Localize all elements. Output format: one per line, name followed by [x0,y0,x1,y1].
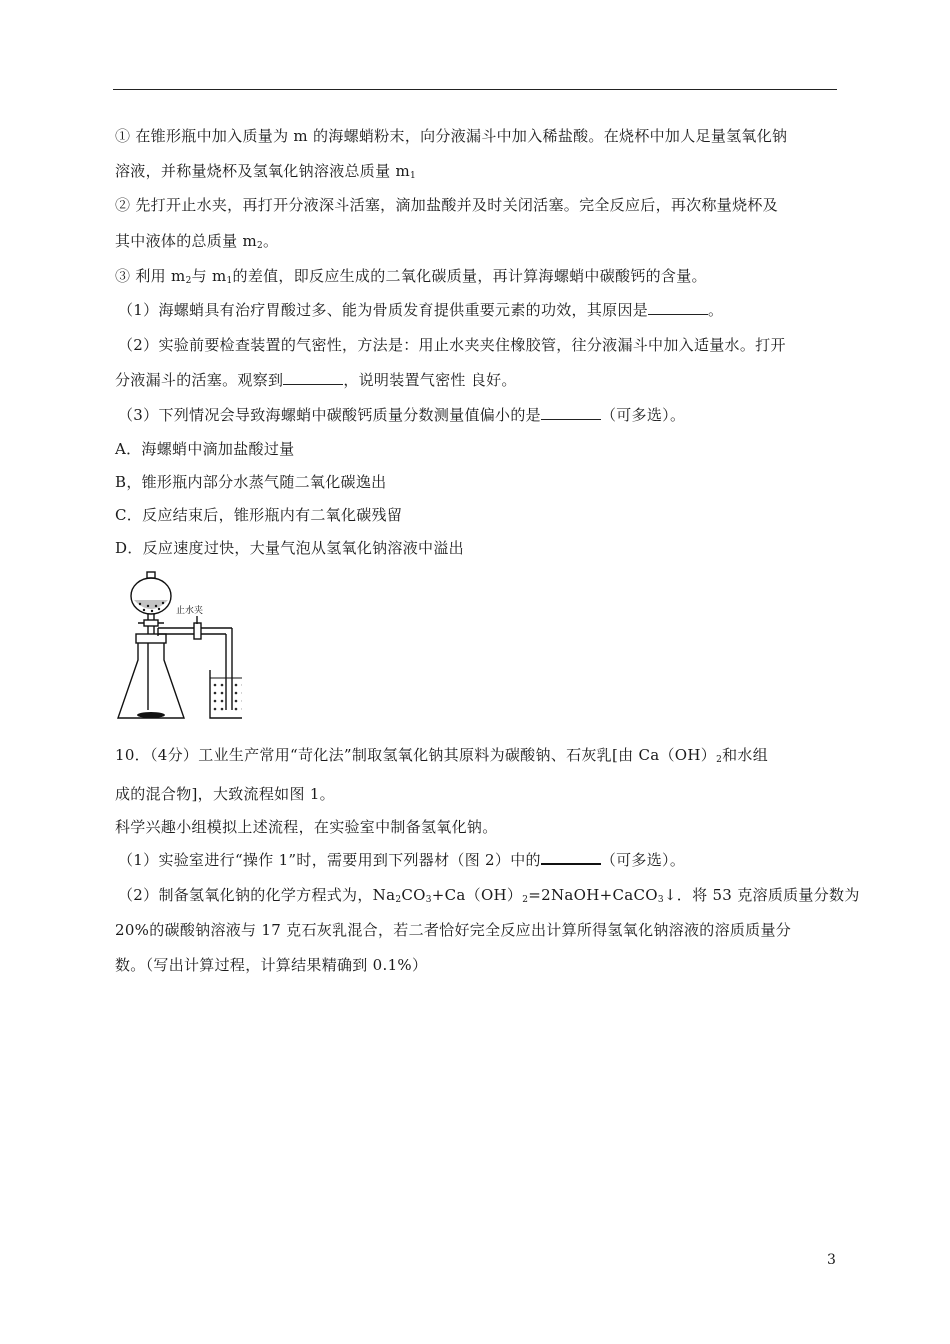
step-1-line-2: 溶液，并称量烧杯及氢氧化钠溶液总质量 $m_1$ [115,162,417,181]
problem-10-line-3: 科学兴趣小组模拟上述流程，在实验室中制备氢氧化钠。 [115,818,498,836]
header-rule [113,89,837,90]
problem-10-question-2-line-2: 20%的碳酸钠溶液与 17 克石灰乳混合，若二者恰好完全反应出计算所得氢氧化钠溶液的溶质质量分 [115,921,792,939]
option-c: C．反应结束后，锥形瓶内有二氧化碳残留 [115,506,403,524]
question-2-line-2: 分液漏斗的活塞。观察到 ，说明装置气密性 良好。 [115,371,517,389]
answer-blank-q2[interactable] [283,371,343,385]
problem-10-line-2: 成的混合物]，大致流程如图 1。 [115,785,335,803]
step-2-line-2: 其中液体的总质量 $m_2$。 [115,232,279,251]
problem-10-question-2-line-1: （2）制备氢氧化钠的化学方程式为，$Na_2CO_3+Ca(OH)_2=2NaOH+CaCO_3↓$．将 53 克溶质质量分数为 [118,886,860,905]
question-1: （1）海螺蛸具有治疗胃酸过多、能为骨质发育提供重要元素的功效，其原因是 。 [118,301,724,319]
answer-blank-10-1[interactable] [541,850,601,865]
option-b: B，锥形瓶内部分水蒸气随二氧化碳逸出 [115,473,387,491]
option-d: D．反应速度过快，大量气泡从氢氧化钠溶液中溢出 [115,539,464,557]
answer-blank-q3[interactable] [541,406,601,420]
step-1-line-1: ① 在锥形瓶中加入质量为 m 的海螺蛸粉末，向分液漏斗中加入稀盐酸。在烧杯中加人足量氢氧化钠 [115,127,788,145]
question-3: （3）下列情况会导致海螺蛸中碳酸钙质量分数测量值偏小的是 （可多选）。 [118,406,686,424]
apparatus-figure [112,570,242,722]
problem-10-line-1: 10．（4分）工业生产常用“苛化法”制取氢氧化钠其原料为碳酸钠、石灰乳[由 $Ca(OH)_2$和水组 [115,746,769,765]
problem-10-question-1: （1）实验室进行“操作 1”时，需要用到下列器材（图 2）中的 （可多选）。 [118,851,686,869]
step-3-line: ③ 利用 $m_2$与 $m_1$的差值，即反应生成的二氧化碳质量，再计算海螺蛸中碳酸钙的含量。 [115,267,707,286]
clamp-label: 止水夹 [176,606,204,616]
answer-blank-q1[interactable] [648,301,708,315]
step-2-line-1: ② 先打开止水夹，再打开分液深斗活塞，滴加盐酸并及时关闭活塞。完全反应后，再次称量烧杯及 [115,196,778,214]
question-2-line-1: （2）实验前要检查装置的气密性，方法是：用止水夹夹住橡胶管，往分液漏斗中加入适量水。打开 [118,336,786,354]
option-a: A．海螺蛸中滴加盐酸过量 [115,440,295,458]
problem-10-question-2-line-3: 数。（写出计算过程，计算结果精确到 0.1%） [115,956,428,974]
page-number: 3 [827,1252,836,1268]
